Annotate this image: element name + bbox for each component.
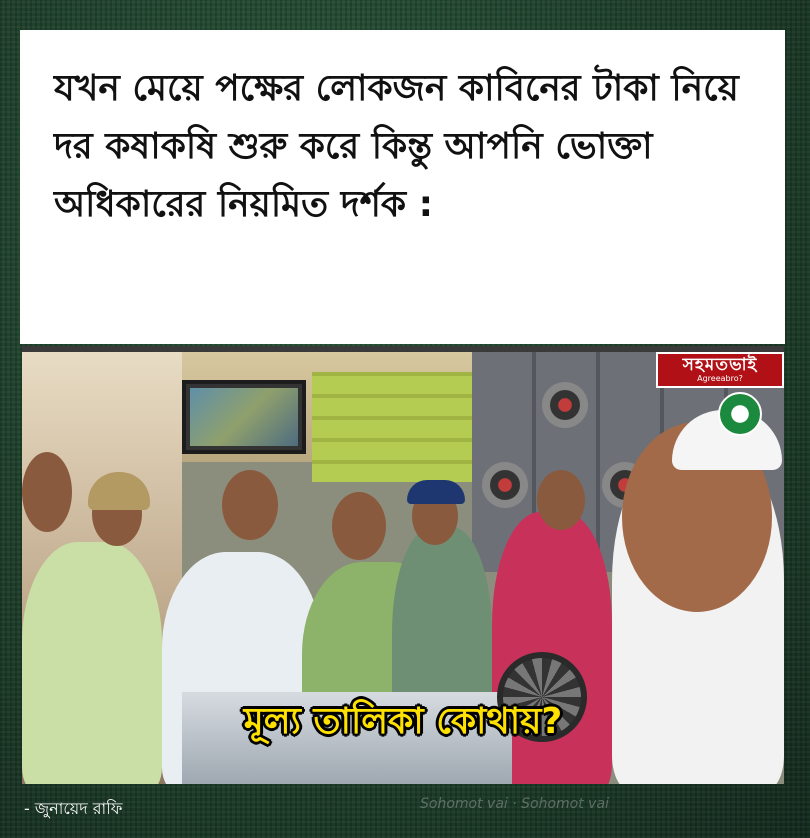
video-subtitle: মূল্য তালিকা কোথায়? bbox=[243, 701, 563, 742]
caption-text: যখন মেয়ে পক্ষের লোকজন কাবিনের টাকা নিয়ে দর কষাকষি শুরু করে কিন্তু আপনি ভোক্তা অধিকারের নিয়মিত দর্শক : bbox=[54, 68, 739, 225]
watermark: Sohomot vai · Sohomot vai bbox=[420, 796, 609, 812]
logo-title: সহমতভাই bbox=[682, 355, 758, 375]
head bbox=[332, 492, 386, 560]
head bbox=[537, 470, 585, 530]
police-cap bbox=[407, 480, 465, 504]
speaker-cone bbox=[542, 382, 588, 428]
head bbox=[222, 470, 278, 540]
emblem-icon bbox=[718, 392, 762, 436]
tv-monitor bbox=[182, 380, 306, 454]
caption-card bbox=[20, 30, 785, 344]
channel-logo bbox=[656, 352, 784, 388]
head bbox=[22, 452, 72, 532]
speaker-cone bbox=[482, 462, 528, 508]
logo-subtitle: Agreeabro? bbox=[697, 374, 743, 383]
author-credit: - জুনায়েদ রাফি bbox=[24, 799, 123, 818]
photo bbox=[22, 346, 784, 784]
shelf-boxes bbox=[312, 372, 492, 482]
